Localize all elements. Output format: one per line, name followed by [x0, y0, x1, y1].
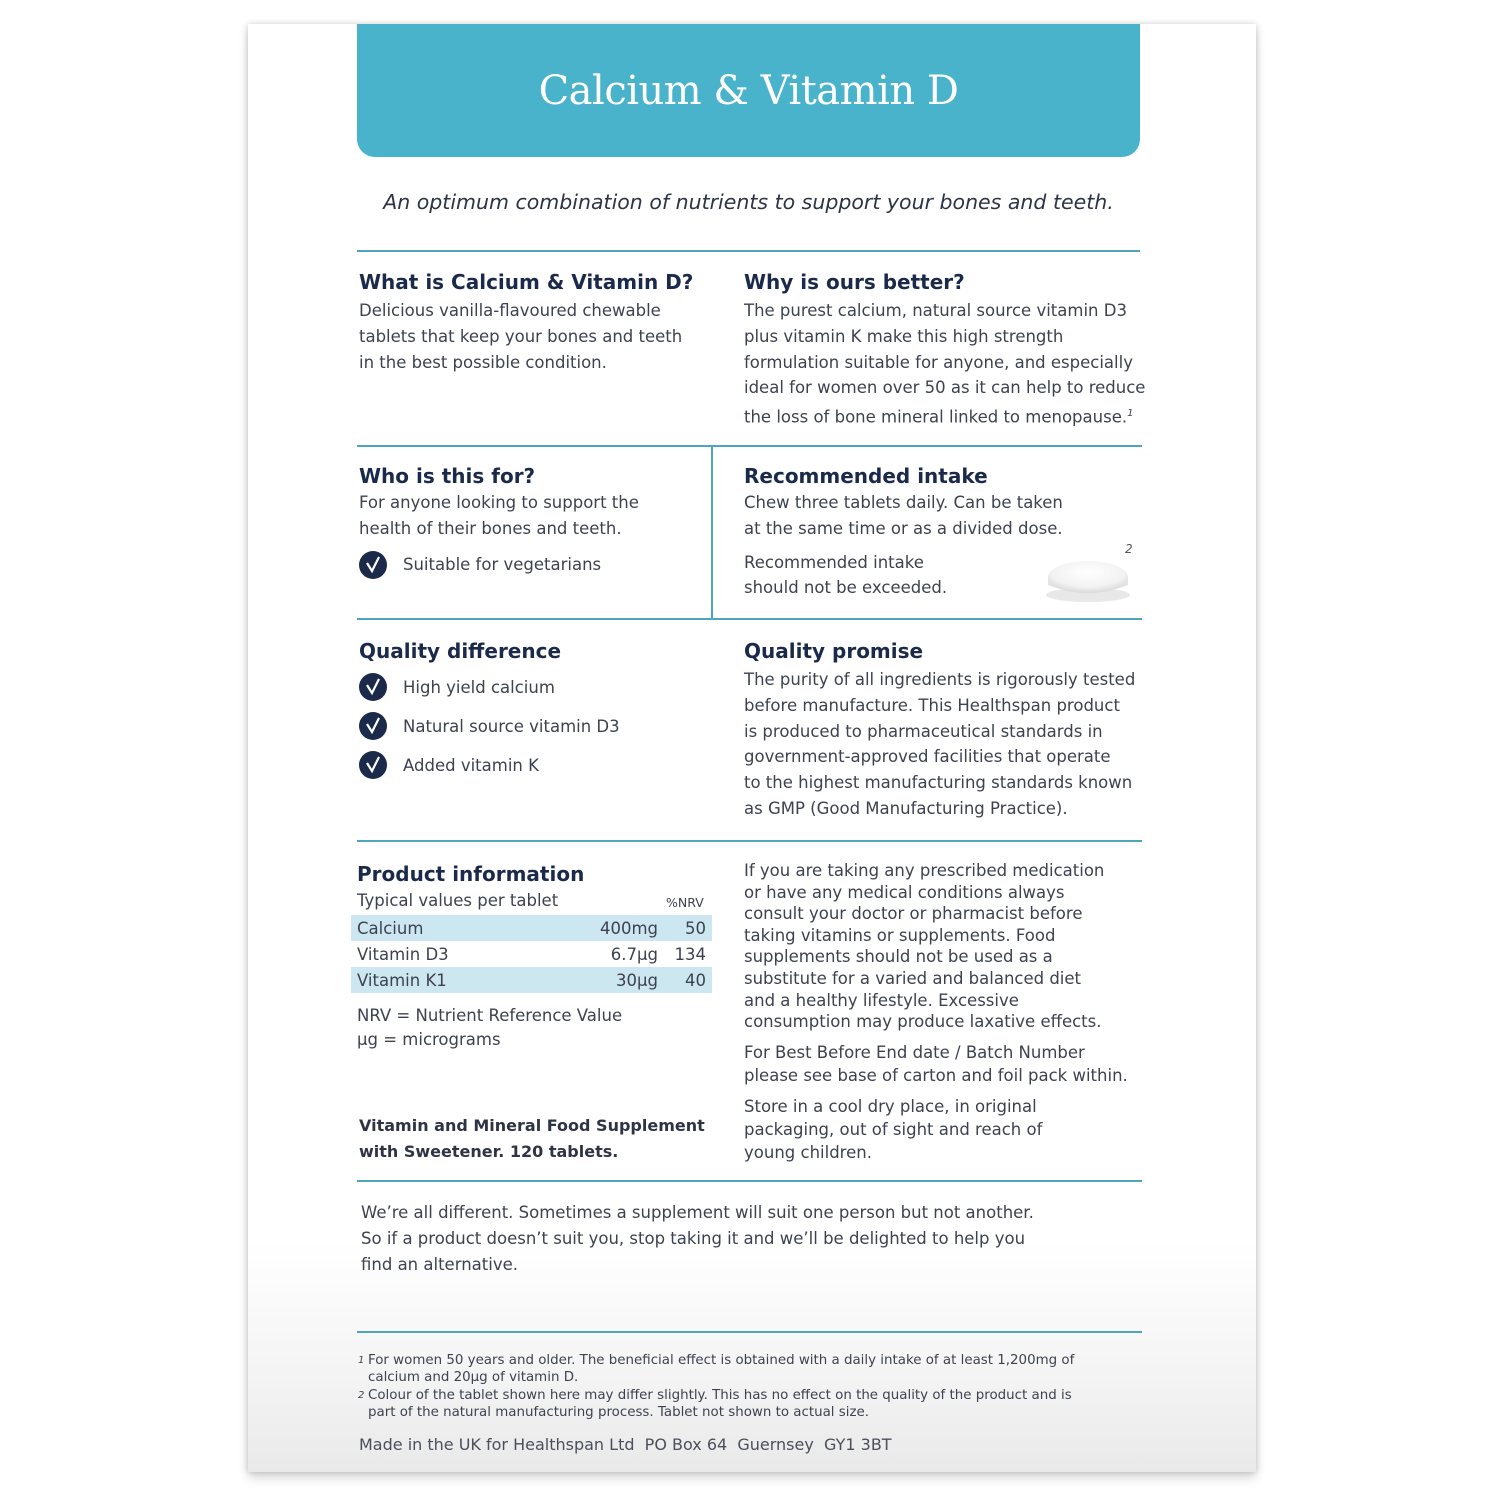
- footnote-2: [358, 1388, 1148, 1421]
- footnote-mark: 1: [358, 1355, 365, 1366]
- nrv-notes: [357, 1004, 622, 1051]
- text-line: should not be exceeded.: [744, 578, 948, 598]
- footnote-mark: 2: [358, 1390, 365, 1401]
- what-is-heading: What is Calcium & Vitamin D?: [359, 270, 694, 294]
- text-line: health of their bones and teeth.: [359, 518, 622, 538]
- quality-difference-heading: Quality difference: [359, 639, 562, 663]
- text-line: to the highest manufacturing standards known: [744, 773, 1133, 793]
- text-line: supplements should not be used as a: [744, 947, 1053, 967]
- product-info-subheading: Typical values per tablet: [357, 891, 559, 910]
- note-line: NRV = Nutrient Reference Value: [357, 1006, 623, 1025]
- text-line: is produced to pharmaceutical standards in: [744, 721, 1103, 741]
- quality-difference-section: [359, 639, 699, 779]
- list-item: [359, 712, 699, 740]
- text-line: or have any medical conditions always: [744, 882, 1065, 902]
- guarantee-text: [361, 1200, 1141, 1277]
- product-title: Calcium & Vitamin D: [538, 67, 959, 114]
- product-info-heading: [357, 862, 584, 886]
- nutrition-table: [351, 915, 712, 993]
- text-line: consumption may produce laxative effects.: [744, 1012, 1102, 1032]
- quality-promise-heading: Quality promise: [744, 639, 924, 663]
- text-line: The purest calcium, natural source vitamin D3: [744, 301, 1127, 320]
- text-line: taking vitamins or supplements. Food: [744, 925, 1056, 945]
- text-line: before manufacture. This Healthspan product: [744, 695, 1120, 715]
- text-line: formulation suitable for anyone, and especially: [744, 352, 1133, 372]
- text-line: ideal for women over 50 as it can help to reduce: [744, 378, 1146, 398]
- tablet-image: [1042, 555, 1134, 609]
- divider-6: [357, 1331, 1142, 1333]
- text-line: Colour of the tablet shown here may differ slightly. This has no effect on the quality of the product and is: [368, 1388, 1072, 1403]
- text-line: We’re all different. Sometimes a supplement will suit one person but not another.: [361, 1203, 1034, 1222]
- quality-list: [359, 673, 699, 779]
- list-item-label: Natural source vitamin D3: [403, 716, 620, 736]
- product-info-title: Product information: [357, 862, 585, 886]
- text-line: and a healthy lifestyle. Excessive: [744, 990, 1019, 1010]
- text-line: If you are taking any prescribed medication: [744, 861, 1105, 880]
- text-line: please see base of carton and foil pack within.: [744, 1066, 1128, 1085]
- nutrient-amount: 30µg: [544, 967, 658, 993]
- medical-advice: [744, 860, 1144, 1033]
- text-line: Recommended intake: [744, 552, 924, 572]
- text-line-content: the loss of bone mineral linked to menopause.: [744, 407, 1128, 427]
- text-line: For women 50 years and older. The beneficial effect is obtained with a daily intake of at least 1,200mg of: [368, 1353, 1075, 1368]
- nutrient-nrv: 40: [658, 967, 712, 993]
- divider-3: [357, 618, 1142, 620]
- nutrient-name: Vitamin D3: [357, 944, 449, 964]
- title-banner: [357, 24, 1140, 157]
- text-line: Vitamin and Mineral Food Supplement: [359, 1116, 705, 1135]
- check-icon: [359, 712, 387, 740]
- why-better-text: [744, 298, 1184, 430]
- nutrient-nrv: 134: [674, 944, 706, 964]
- quality-promise-section: [744, 639, 1154, 822]
- text-line: in the best possible condition.: [359, 352, 607, 372]
- check-icon: [359, 673, 387, 701]
- divider-4: [357, 840, 1142, 842]
- tagline: An optimum combination of nutrients to support your bones and teeth.: [383, 190, 1114, 214]
- what-is-section: [359, 270, 719, 375]
- manufacturer-address: Made in the UK for Healthspan Ltd PO Box 64 Guernsey GY1 3BT: [359, 1435, 892, 1454]
- text-line: substitute for a varied and balanced diet: [744, 968, 1082, 988]
- text-line: [744, 401, 1184, 430]
- table-row: [351, 915, 712, 941]
- vertical-divider: [711, 445, 713, 620]
- supplement-statement: [359, 1113, 705, 1165]
- footnote-text: [368, 1388, 1072, 1421]
- divider-5: [357, 1180, 1142, 1182]
- text-line: For anyone looking to support the: [359, 493, 639, 512]
- nutrient-amount: 6.7µg: [610, 944, 658, 964]
- why-better-heading: Why is ours better?: [744, 270, 965, 294]
- table-row: [351, 941, 712, 967]
- text-line: So if a product doesn’t suit you, stop taking it and we’ll be delighted to help you: [361, 1228, 1026, 1248]
- nrv-header: %NRV: [666, 895, 704, 910]
- list-item: [359, 673, 699, 701]
- nutrient-nrv: 50: [658, 915, 712, 941]
- divider-2: [357, 445, 1142, 447]
- nutrient-amount: 400mg: [544, 915, 658, 941]
- note-line: µg = micrograms: [357, 1029, 501, 1049]
- text-line: young children.: [744, 1143, 872, 1162]
- text-line: consult your doctor or pharmacist before: [744, 904, 1083, 924]
- text-line: as GMP (Good Manufacturing Practice).: [744, 798, 1068, 818]
- text-line: Store in a cool dry place, in original: [744, 1097, 1037, 1116]
- text-line: calcium and 20µg of vitamin D.: [368, 1369, 579, 1385]
- footnote-row: [358, 1353, 1148, 1386]
- tablet-footnote-mark: 2: [1125, 542, 1133, 556]
- vegetarian-label: Suitable for vegetarians: [403, 555, 602, 575]
- nutrient-name: Calcium: [351, 915, 544, 941]
- text-line: plus vitamin K make this high strength: [744, 326, 1064, 346]
- storage-info: [744, 1095, 1144, 1164]
- table-row: [351, 967, 712, 993]
- text-line: For Best Before End date / Batch Number: [744, 1043, 1085, 1062]
- why-better-section: [744, 270, 1184, 430]
- footnote-text: [368, 1353, 1074, 1386]
- text-line: packaging, out of sight and reach of: [744, 1120, 1043, 1139]
- text-line: find an alternative.: [361, 1254, 518, 1274]
- list-item: [359, 751, 699, 779]
- what-is-text: [359, 298, 719, 375]
- text-line: government-approved facilities that operate: [744, 747, 1111, 767]
- footnote-mark: 1: [1127, 408, 1134, 420]
- who-for-section: [359, 464, 699, 579]
- who-for-heading: Who is this for?: [359, 464, 536, 488]
- list-item-label: High yield calcium: [403, 677, 555, 697]
- check-icon: [359, 751, 387, 779]
- footnote-1: [358, 1353, 1148, 1386]
- intake-text: [744, 490, 1144, 542]
- nutrient-name: Vitamin K1: [351, 967, 544, 993]
- divider-1: [357, 250, 1140, 252]
- intake-heading: Recommended intake: [744, 464, 988, 488]
- text-line: The purity of all ingredients is rigorously tested: [744, 670, 1136, 689]
- best-before-info: [744, 1041, 1144, 1087]
- text-line: part of the natural manufacturing process. Tablet not shown to actual size.: [368, 1404, 869, 1420]
- list-item-label: Added vitamin K: [403, 755, 539, 775]
- footnote-row: [358, 1388, 1148, 1421]
- text-line: tablets that keep your bones and teeth: [359, 326, 683, 346]
- who-for-text: [359, 490, 699, 542]
- text-line: at the same time or as a divided dose.: [744, 518, 1063, 538]
- check-icon: [359, 551, 387, 579]
- quality-promise-text: [744, 667, 1154, 822]
- text-line: Chew three tablets daily. Can be taken: [744, 493, 1063, 512]
- vegetarian-badge: [359, 551, 699, 579]
- text-line: Delicious vanilla-flavoured chewable: [359, 301, 661, 320]
- text-line: with Sweetener. 120 tablets.: [359, 1142, 619, 1161]
